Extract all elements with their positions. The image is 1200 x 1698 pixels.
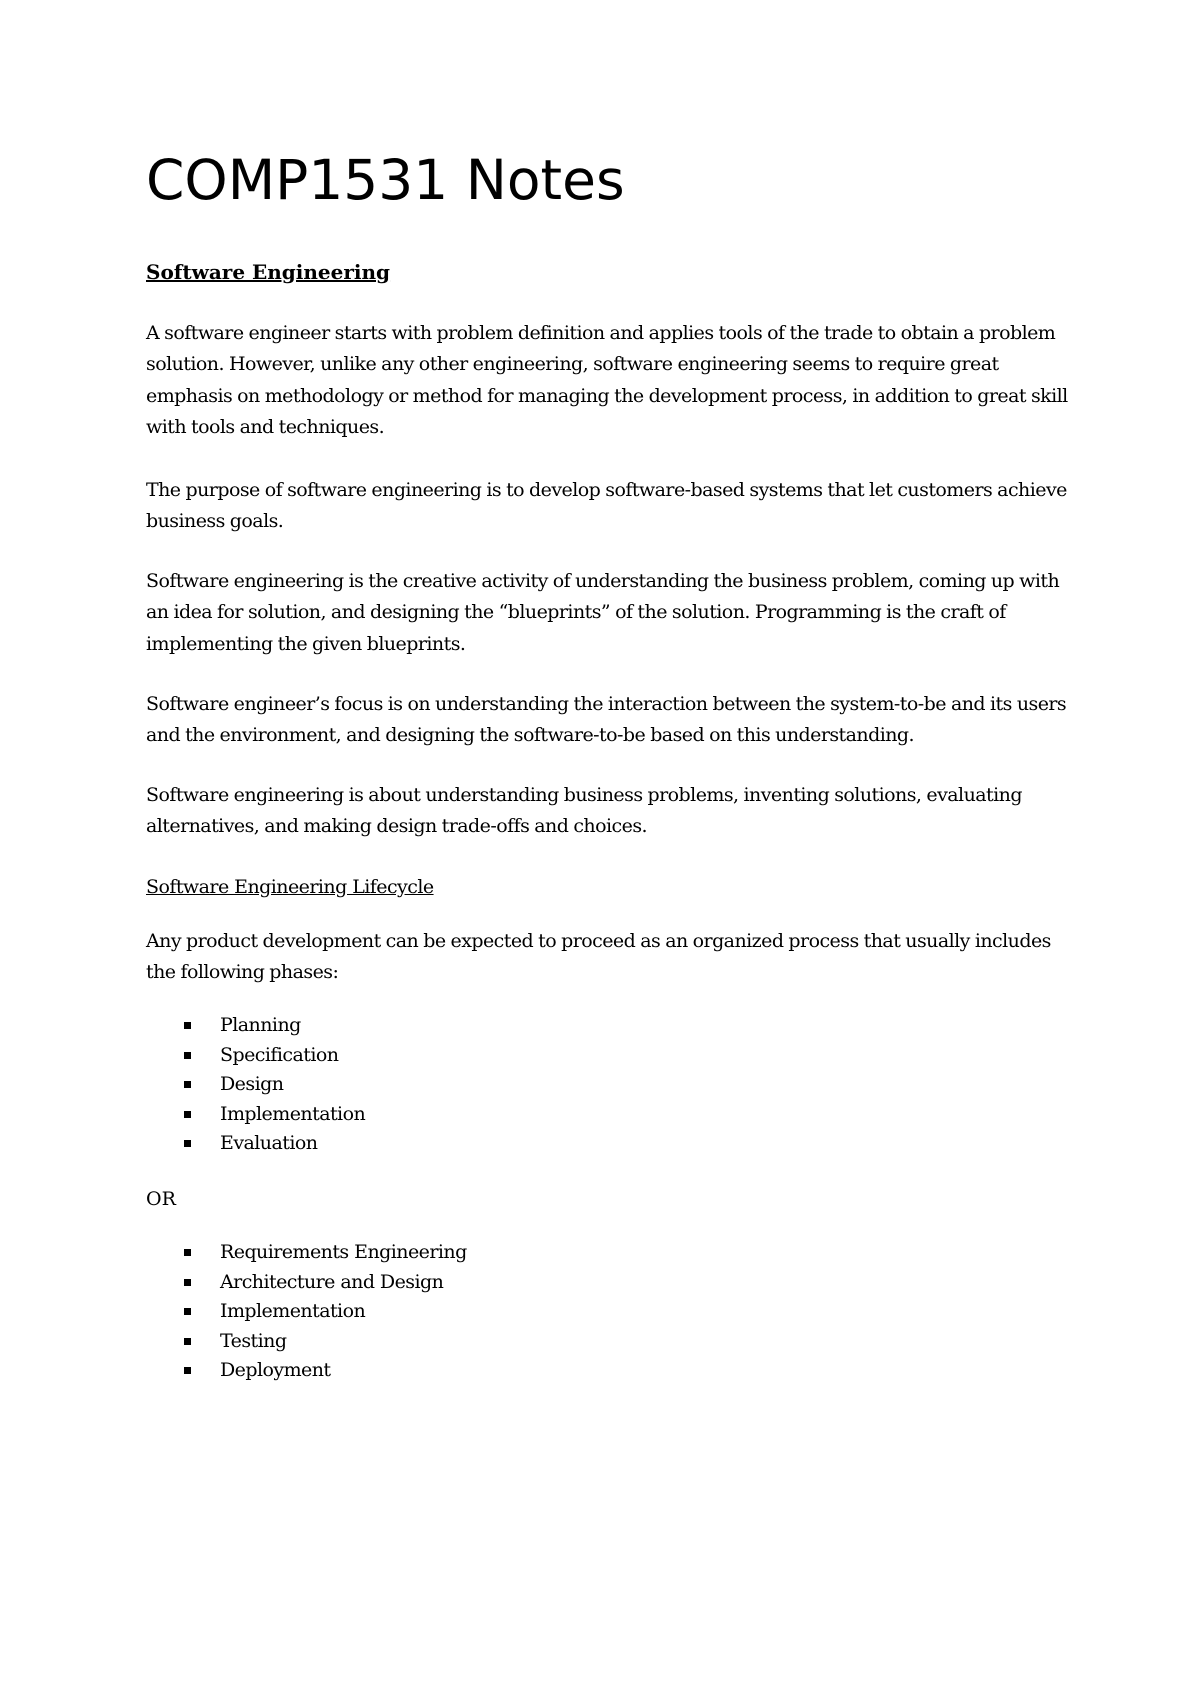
paragraph: Software engineer’s focus is on understanding the interaction between the system-to-be and its users and the environment, and designing the software-to-be based on this understanding. <box>146 693 1067 747</box>
paragraph: The purpose of software engineering is to develop software-based systems that let customers achieve business goals. <box>146 479 1067 533</box>
phases-list-1 <box>146 1011 946 1159</box>
list-item-label: Implementation <box>220 1300 366 1323</box>
list-item-label: Deployment <box>220 1359 331 1382</box>
list-item-label: Planning <box>220 1014 301 1036</box>
list-item-label: Testing <box>220 1329 287 1352</box>
document-title: COMP1531 Notes <box>146 148 625 212</box>
bullet-square-icon <box>184 1367 191 1374</box>
paragraph: Software engineering is about understanding business problems, inventing solutions, evaluating alternatives, and making design trade-offs and choices. <box>146 784 1022 838</box>
bullet-square-icon <box>184 1279 191 1286</box>
bullet-square-icon <box>184 1140 191 1147</box>
list-item-label: Specification <box>220 1043 339 1066</box>
list-item <box>146 1356 946 1386</box>
list-item <box>146 1129 946 1159</box>
list-item <box>146 1041 946 1071</box>
list-item <box>146 1268 946 1298</box>
paragraph: A software engineer starts with problem definition and applies tools of the trade to obtain a problem solution. However, unlike any other engineering, software engineering seems to require great emphasis on methodology or method for managing the development process, in addition to great skill with tools and techniques. <box>146 322 1068 438</box>
paragraph: Software engineering is the creative activity of understanding the business problem, coming up with an idea for solution, and designing the “blueprints” of the solution. Programming is the craft of implementing the given blueprints. <box>146 570 1060 655</box>
bullet-square-icon <box>184 1052 191 1059</box>
phases-list-2 <box>146 1238 946 1386</box>
list-item <box>146 1011 946 1041</box>
list-item-label: Requirements Engineering <box>220 1241 467 1263</box>
list-item <box>146 1070 946 1100</box>
list-item-label: Implementation <box>220 1102 366 1125</box>
bullet-square-icon <box>184 1338 191 1345</box>
list-item-label: Evaluation <box>220 1132 318 1155</box>
list-item-label: Design <box>220 1073 284 1096</box>
subsection-heading: Software Engineering Lifecycle <box>146 876 434 898</box>
list-item-label: Architecture and Design <box>220 1270 444 1293</box>
list-item <box>146 1100 946 1130</box>
list-item <box>146 1238 946 1268</box>
list-item <box>146 1327 946 1357</box>
bullet-square-icon <box>184 1111 191 1118</box>
list-item <box>146 1297 946 1327</box>
or-separator: OR <box>146 1188 176 1210</box>
bullet-square-icon <box>184 1022 191 1029</box>
bullet-square-icon <box>184 1308 191 1315</box>
bullet-square-icon <box>184 1081 191 1088</box>
bullet-square-icon <box>184 1249 191 1256</box>
section-heading: Software Engineering <box>146 260 391 284</box>
lifecycle-intro: Any product development can be expected to proceed as an organized process that usually includes the following phases: <box>146 930 1051 984</box>
